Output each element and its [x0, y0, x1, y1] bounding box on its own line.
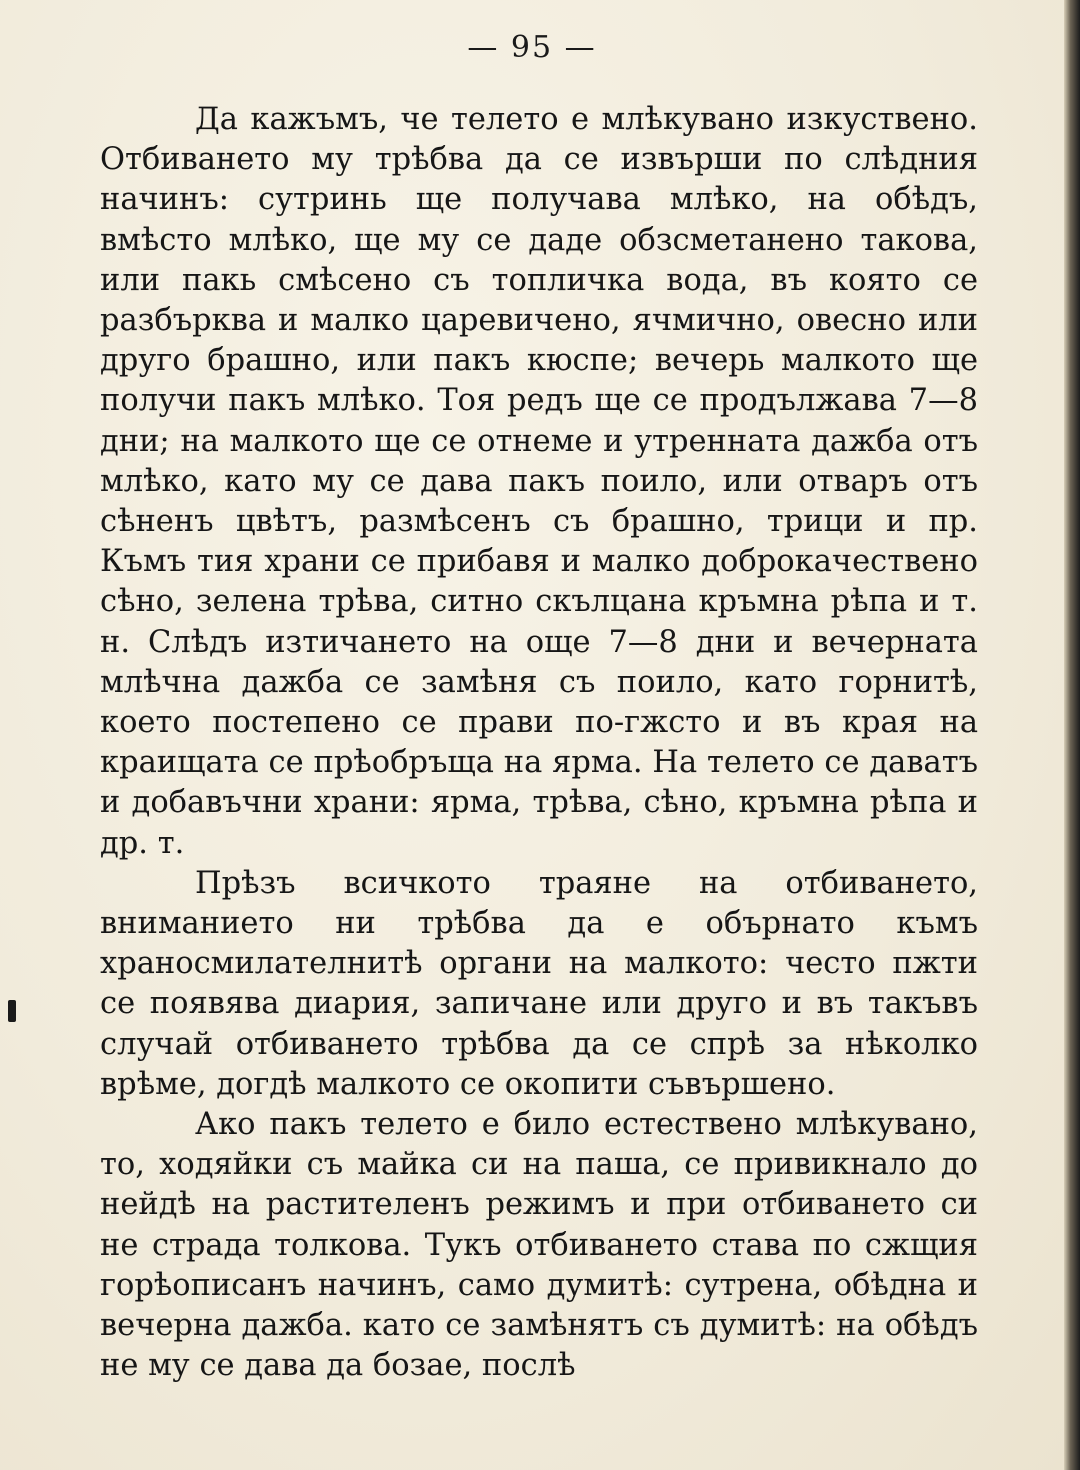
paragraph-3: Ако пакъ телето е било естествено млѣкувано, то, ходяйки съ майка си на паша, се привикнало до нейдѣ на растителенъ режимъ и при отбиването си не страда толкова. Тукъ отбиването става по сжщия горѣописанъ начинъ, само думитѣ: сутрена, обѣдна и вечерна дажба. като се замѣнятъ съ думитѣ: на обѣдъ не му се дава да бозае, послѣ — [100, 1107, 978, 1384]
page-edge-shadow — [1064, 0, 1080, 1470]
margin-ink-mark — [8, 1000, 16, 1022]
page-number: — 95 — — [467, 30, 597, 65]
paragraph-1: Да кажъмъ, че телето е млѣкувано изкуствено. Отбиването му трѣбва да се извърши по слѣдния начинъ: сутринь ще получава млѣко, на обѣдъ, вмѣсто млѣко, ще му се даде обзсметанено такова, или пакь смѣсено съ топличка вода, въ която се разбърква и малко царевичено, ячмично, овесно или друго брашно, или пакъ кюспе; вечерь малкото ще получи пакъ млѣко. Тоя редъ ще се продължава 7—8 дни; на малкото ще се отнеме и утренната дажба отъ млѣко, като му се дава пакъ поило, или отваръ отъ сѣненъ цвѣтъ, размѣсенъ съ брашно, трици и пр. Къмъ тия храни се прибавя и малко доброкачествено сѣно, зелена трѣва, ситно скълцана кръмна рѣпа и т. н. Слѣдъ изтичането на още 7—8 дни и вечерната млѣчна дажба се замѣня съ поило, като горнитѣ, което постепено се прави по-гжсто и въ края на краищата се прѣобръща на ярма. На телето се даватъ и добавъчни храни: ярма, трѣва, сѣно, кръмна рѣпа и др. т. — [100, 102, 978, 861]
body-text — [100, 100, 978, 1387]
paragraph-2: Прѣзъ всичкото траяне на отбиването, вниманието ни трѣбва да е обърнато къмъ храносмилателнитѣ органи на малкото: често пжти се появява диария, запичане или друго и въ такъвъ случай отбиването трѣбва да се спрѣ за нѣколко врѣме, догдѣ малкото се окопити съвършено. — [100, 865, 978, 1102]
